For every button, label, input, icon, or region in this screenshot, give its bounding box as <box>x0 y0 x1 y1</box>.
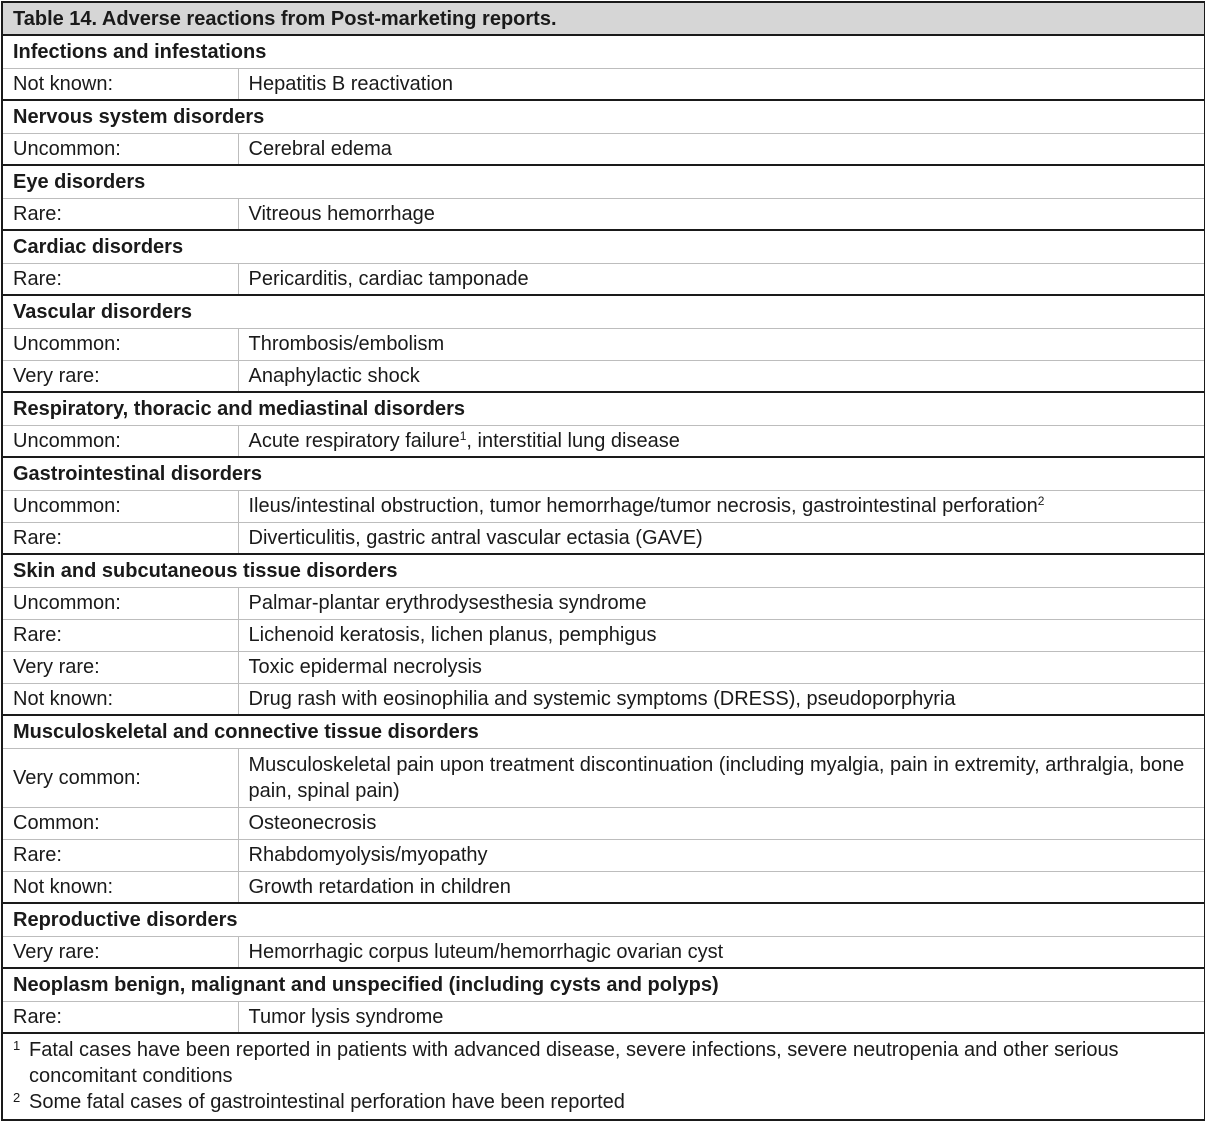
group-header-row <box>2 903 1205 936</box>
table-row <box>2 198 1205 230</box>
reaction-text: Thrombosis/embolism <box>248 333 445 355</box>
footnote-mark: 1 <box>13 1038 21 1053</box>
frequency-cell: Uncommon: <box>2 587 238 619</box>
reaction-cell <box>238 133 1205 165</box>
table-row <box>2 522 1205 554</box>
reaction-cell <box>238 425 1205 457</box>
table-caption: Table 14. Adverse reactions from Post-marketing reports. <box>2 2 1205 35</box>
reaction-text: Pericarditis, cardiac tamponade <box>248 267 529 290</box>
frequency-cell: Very rare: <box>2 936 238 968</box>
reaction-cell <box>238 839 1205 871</box>
reaction-text: Lichenoid keratosis, lichen planus, pemphigus <box>248 624 657 646</box>
frequency-cell: Very common: <box>2 748 238 807</box>
reaction-cell <box>238 68 1205 100</box>
footnotes-row <box>2 1033 1205 1120</box>
reaction-cell <box>238 587 1205 619</box>
table-row <box>2 263 1205 295</box>
reaction-cell <box>238 490 1205 522</box>
group-header: Respiratory, thoracic and mediastinal disorders <box>2 392 1205 425</box>
reaction-cell <box>238 871 1205 903</box>
frequency-cell: Not known: <box>2 871 238 903</box>
reaction-text: Drug rash with eosinophilia and systemic symptoms (DRESS), pseudoporphyria <box>248 687 956 710</box>
footnote <box>13 1089 1194 1115</box>
reaction-cell <box>238 683 1205 715</box>
table-row <box>2 133 1205 165</box>
table-row <box>2 936 1205 968</box>
group-header: Eye disorders <box>2 165 1205 198</box>
footnote-text: Fatal cases have been reported in patients with advanced disease, severe infections, severe neutropenia and other serious concomitant conditions <box>29 1039 1119 1087</box>
frequency-cell: Rare: <box>2 198 238 230</box>
group-header-row <box>2 968 1205 1001</box>
reaction-cell <box>238 807 1205 839</box>
footnote-mark: 2 <box>13 1090 21 1105</box>
reaction-cell <box>238 748 1205 807</box>
reaction-cell <box>238 328 1205 360</box>
footnote-reference: 1 <box>459 428 467 443</box>
frequency-cell: Very rare: <box>2 651 238 683</box>
group-header: Neoplasm benign, malignant and unspecified (including cysts and polyps) <box>2 968 1205 1001</box>
reaction-text: Toxic epidermal necrolysis <box>248 656 482 678</box>
reaction-text: Osteonecrosis <box>248 812 377 834</box>
reaction-text: Diverticulitis, gastric antral vascular ectasia (GAVE) <box>248 526 703 549</box>
reaction-cell <box>238 619 1205 651</box>
table-row <box>2 683 1205 715</box>
group-header: Gastrointestinal disorders <box>2 457 1205 490</box>
reaction-text: Palmar-plantar erythrodysesthesia syndrome <box>248 592 647 614</box>
footnote-reference: 2 <box>1037 494 1045 508</box>
table-row <box>2 807 1205 839</box>
adverse-reactions-table <box>1 1 1205 1121</box>
frequency-cell: Rare: <box>2 839 238 871</box>
group-header-row <box>2 165 1205 198</box>
reaction-text: Hepatitis B reactivation <box>248 72 454 95</box>
frequency-cell: Common: <box>2 807 238 839</box>
reaction-text: Tumor lysis syndrome <box>248 1005 444 1028</box>
frequency-cell: Not known: <box>2 68 238 100</box>
group-header: Nervous system disorders <box>2 100 1205 133</box>
group-header: Cardiac disorders <box>2 230 1205 263</box>
group-header-row <box>2 392 1205 425</box>
group-header: Vascular disorders <box>2 295 1205 328</box>
table-row <box>2 619 1205 651</box>
table-row <box>2 1001 1205 1033</box>
group-header: Reproductive disorders <box>2 903 1205 936</box>
group-header-row <box>2 715 1205 748</box>
reaction-cell <box>238 651 1205 683</box>
table-caption-row <box>2 2 1205 35</box>
table-row <box>2 360 1205 392</box>
footnotes <box>2 1033 1205 1120</box>
table-row <box>2 871 1205 903</box>
reaction-text: Anaphylactic shock <box>248 364 420 387</box>
footnote <box>13 1037 1194 1089</box>
reaction-text-continued: , interstitial lung disease <box>466 429 680 452</box>
reaction-cell <box>238 198 1205 230</box>
group-header-row <box>2 100 1205 133</box>
reaction-cell <box>238 263 1205 295</box>
frequency-cell: Rare: <box>2 263 238 295</box>
table-row <box>2 68 1205 100</box>
group-header-row <box>2 295 1205 328</box>
frequency-cell: Rare: <box>2 1001 238 1033</box>
table-row <box>2 328 1205 360</box>
group-header: Musculoskeletal and connective tissue disorders <box>2 715 1205 748</box>
reaction-text: Ileus/intestinal obstruction, tumor hemorrhage/tumor necrosis, gastrointestinal perforation <box>248 495 1038 517</box>
table-row <box>2 651 1205 683</box>
frequency-cell: Uncommon: <box>2 425 238 457</box>
reaction-cell <box>238 360 1205 392</box>
frequency-cell: Uncommon: <box>2 490 238 522</box>
table-row <box>2 490 1205 522</box>
group-header-row <box>2 457 1205 490</box>
group-header: Skin and subcutaneous tissue disorders <box>2 554 1205 587</box>
frequency-cell: Very rare: <box>2 360 238 392</box>
table-row <box>2 587 1205 619</box>
table-row <box>2 425 1205 457</box>
reaction-text: Growth retardation in children <box>248 875 511 898</box>
reaction-text: Vitreous hemorrhage <box>248 202 435 225</box>
frequency-cell: Rare: <box>2 619 238 651</box>
reaction-text: Musculoskeletal pain upon treatment discontinuation (including myalgia, pain in extremity, arthralgia, bone pain, spinal pain) <box>248 753 1185 802</box>
frequency-cell: Not known: <box>2 683 238 715</box>
reaction-text: Acute respiratory failure <box>248 429 460 452</box>
table-row <box>2 839 1205 871</box>
reaction-cell <box>238 1001 1205 1033</box>
reaction-cell <box>238 936 1205 968</box>
frequency-cell: Rare: <box>2 522 238 554</box>
table-row <box>2 748 1205 807</box>
frequency-cell: Uncommon: <box>2 328 238 360</box>
reaction-cell <box>238 522 1205 554</box>
reaction-text: Hemorrhagic corpus luteum/hemorrhagic ovarian cyst <box>248 940 724 963</box>
group-header-row <box>2 554 1205 587</box>
reaction-text: Rhabdomyolysis/myopathy <box>248 844 488 866</box>
reaction-text: Cerebral edema <box>248 137 392 160</box>
frequency-cell: Uncommon: <box>2 133 238 165</box>
footnote-text: Some fatal cases of gastrointestinal perforation have been reported <box>29 1091 625 1113</box>
group-header-row <box>2 35 1205 68</box>
group-header-row <box>2 230 1205 263</box>
group-header: Infections and infestations <box>2 35 1205 68</box>
